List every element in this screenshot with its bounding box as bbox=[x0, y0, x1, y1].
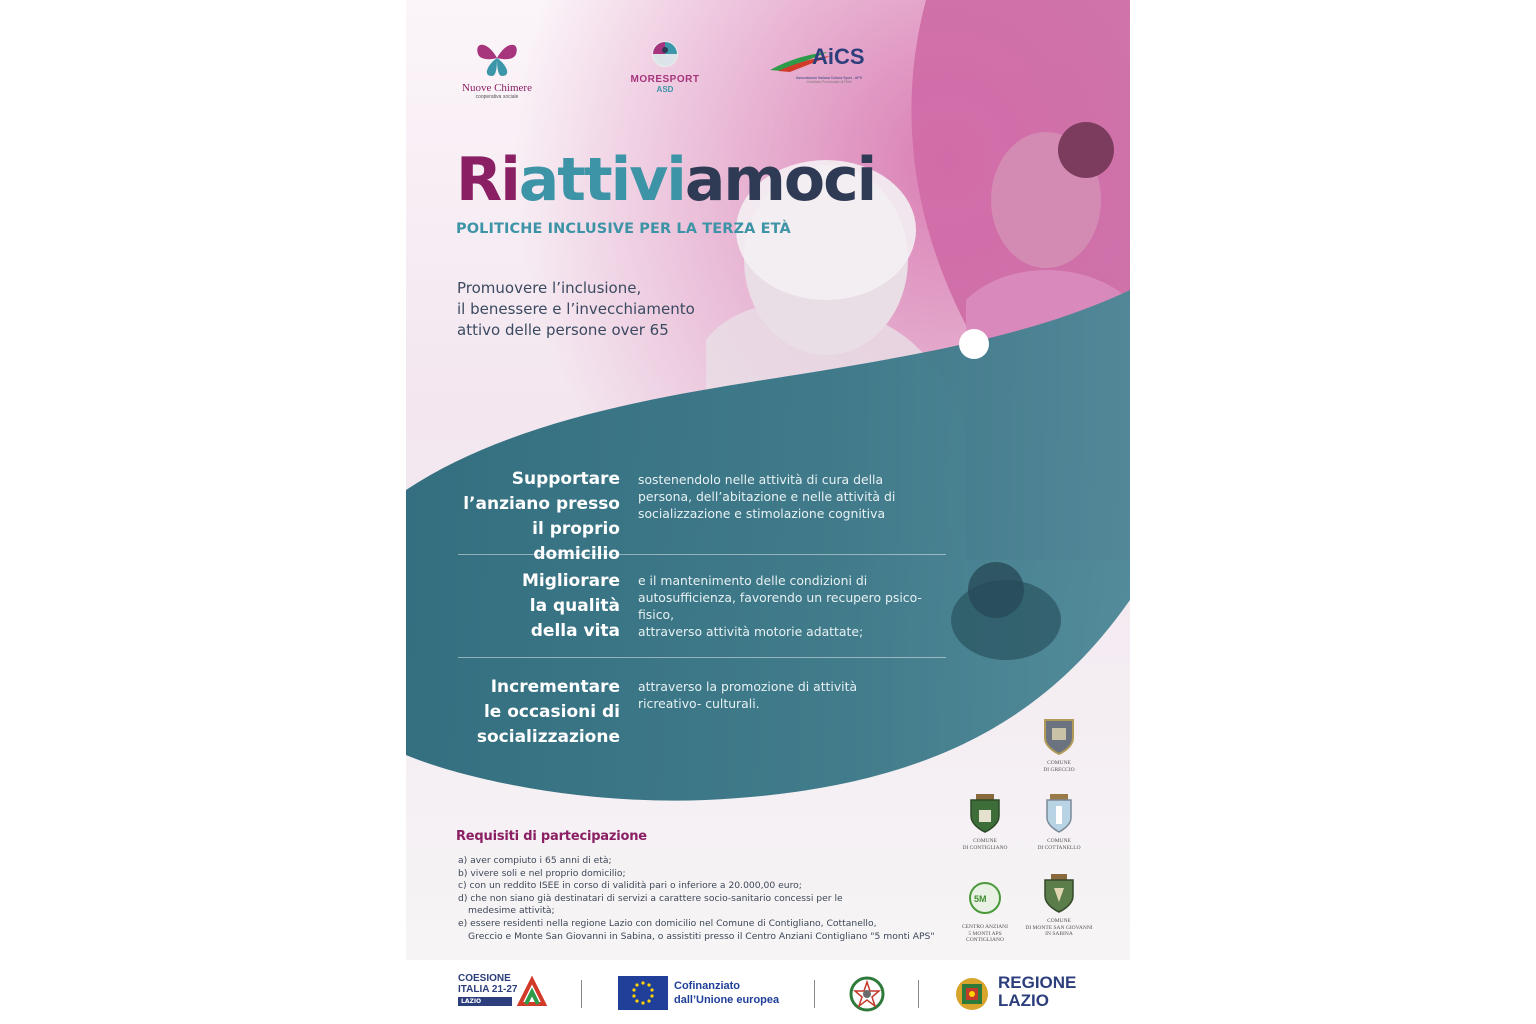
title-part-amoci: amoci bbox=[684, 145, 876, 215]
regione-line: REGIONE bbox=[998, 973, 1077, 992]
intro-text bbox=[457, 278, 717, 341]
coesione-line: ITALIA 21-27 bbox=[458, 984, 518, 995]
comune-label: CONTIGLIANO bbox=[966, 937, 1004, 943]
intro-line: il benessere e l’invecchiamento bbox=[457, 300, 695, 318]
comune-label: DI MONTE SAN GIOVANNI bbox=[1025, 924, 1093, 931]
block-title-line: Migliorare bbox=[521, 571, 620, 591]
block-title-incrementare bbox=[450, 675, 620, 750]
comune-label: DI GRECCIO bbox=[1043, 766, 1075, 773]
block-desc-incrementare bbox=[638, 678, 948, 712]
logo-nuove-chimere bbox=[452, 36, 542, 100]
block-title-line: Supportare bbox=[511, 469, 620, 489]
comune-label: COMUNE bbox=[1047, 760, 1071, 766]
centro-anziani-logo-icon bbox=[968, 880, 1002, 920]
block-desc-line: attraverso attività motorie adattate; bbox=[638, 624, 864, 639]
comune-label: COMUNE bbox=[1047, 918, 1071, 924]
regione-lazio-emblem-icon bbox=[954, 976, 990, 1012]
comune-contigliano bbox=[958, 794, 1012, 851]
block-title-line: della vita bbox=[530, 621, 620, 641]
regione-line: LAZIO bbox=[998, 991, 1049, 1010]
monte-san-giovanni-crest-icon bbox=[1042, 874, 1076, 914]
contigliano-crest-icon bbox=[968, 794, 1002, 834]
page-title bbox=[456, 145, 876, 215]
eu-line: dall’Unione europea bbox=[674, 994, 780, 1006]
aics-sub: Associazione Italiana Cultura Sport - APS bbox=[795, 76, 863, 80]
requirement-item: Greccio e Monte San Giovanni in Sabina, o assistiti presso il Centro Anziani Contigliano "5 monti APS" bbox=[468, 930, 935, 942]
logo-aics bbox=[768, 40, 864, 86]
block-divider bbox=[458, 657, 946, 658]
block-title-line: l’anziano presso bbox=[463, 494, 620, 514]
requirement-item: d) che non siano già destinatari di servizi a carattere socio-sanitario concessi per le bbox=[458, 892, 843, 904]
moresport-name: MORESPORT bbox=[630, 74, 700, 85]
block-desc-line: ricreativo- culturali. bbox=[638, 696, 760, 711]
comune-label: DI CONTIGLIANO bbox=[962, 844, 1008, 851]
butterfly-icon bbox=[452, 36, 542, 80]
intro-line: attivo delle persone over 65 bbox=[457, 321, 669, 339]
comune-label: COMUNE bbox=[973, 838, 997, 844]
comune-label: DI COTTANELLO bbox=[1037, 844, 1081, 851]
footer-divider bbox=[814, 980, 815, 1008]
block-title-line: la qualità bbox=[529, 596, 620, 616]
footer-divider bbox=[581, 980, 582, 1008]
requirement-item: b) vivere soli e nel proprio domicilio; bbox=[458, 867, 626, 879]
requirement-item: e) essere residenti nella regione Lazio con domicilio nel Comune di Contigliano, Cottanello, bbox=[458, 917, 877, 929]
block-title-supportare bbox=[450, 467, 620, 567]
block-desc-supportare bbox=[638, 471, 948, 522]
requirement-item: c) con un reddito ISEE in corso di validità pari o inferiore a 20.000,00 euro; bbox=[458, 880, 802, 892]
comune-greccio bbox=[1036, 716, 1082, 773]
comune-label: CENTRO ANZIANI bbox=[962, 924, 1008, 930]
coesione-arrow-icon bbox=[516, 976, 548, 1008]
comune-label: COMUNE bbox=[1047, 838, 1071, 844]
title-part-ri: Ri bbox=[456, 145, 519, 215]
block-title-line: socializzazione bbox=[476, 727, 620, 747]
block-desc-line: attraverso la promozione di attività bbox=[638, 679, 858, 694]
aics-logo-icon bbox=[768, 40, 864, 72]
requirement-item: a) aver compiuto i 65 anni di età; bbox=[458, 855, 612, 866]
greccio-crest-icon bbox=[1042, 716, 1076, 756]
requirements-title: Requisiti di partecipazione bbox=[456, 829, 647, 844]
requirement-item: medesime attività; bbox=[468, 905, 555, 917]
page-subtitle: POLITICHE INCLUSIVE PER LA TERZA ETÀ bbox=[456, 221, 791, 237]
moresport-emblem-icon bbox=[620, 40, 710, 70]
coesione-line: COESIONE bbox=[458, 973, 511, 984]
footer-logos bbox=[406, 960, 1130, 1024]
block-desc-line: socializzazione e stimolazione cognitiva bbox=[638, 506, 886, 521]
svg-text:AiCS: AiCS bbox=[812, 44, 864, 69]
logo-moresport bbox=[620, 40, 710, 94]
block-divider bbox=[458, 554, 946, 555]
coesione-region: LAZIO bbox=[458, 997, 512, 1006]
nuove-chimere-name: Nuove Chimere bbox=[462, 82, 532, 94]
poster bbox=[406, 0, 1130, 1024]
intro-line: Promuovere l’inclusione, bbox=[457, 279, 642, 297]
comune-label: 5 MONTI APS bbox=[968, 930, 1002, 937]
svg-text:5M: 5M bbox=[974, 894, 987, 904]
block-desc-line: persona, dell’abitazione e nelle attività di bbox=[638, 489, 896, 504]
requirements-list bbox=[458, 855, 938, 943]
block-title-migliorare bbox=[450, 569, 620, 644]
moresport-sub: ASD bbox=[656, 85, 674, 94]
logo-regione-lazio bbox=[954, 974, 1094, 1014]
comune-monte-san-giovanni bbox=[1022, 874, 1096, 938]
eu-flag-icon bbox=[618, 976, 668, 1010]
aics-sub2: Comitato Provinciale di Rieti bbox=[806, 80, 852, 84]
nuove-chimere-tagline: cooperativa sociale bbox=[475, 94, 519, 100]
block-desc-line: sostenendolo nelle attività di cura della bbox=[638, 472, 884, 487]
centro-anziani bbox=[958, 880, 1012, 944]
block-desc-line: e il mantenimento delle condizioni di bbox=[638, 573, 868, 588]
title-part-attivi: attivi bbox=[518, 145, 685, 215]
cottanello-crest-icon bbox=[1042, 794, 1076, 834]
comune-label: IN SABINA bbox=[1045, 931, 1073, 937]
comune-cottanello bbox=[1036, 794, 1082, 851]
logo-eu bbox=[618, 976, 788, 1010]
italian-republic-emblem-icon bbox=[848, 974, 886, 1014]
block-title-line: Incrementare bbox=[490, 677, 620, 697]
logo-coesione-italia bbox=[458, 974, 554, 1014]
block-title-line: le occasioni di bbox=[483, 702, 620, 722]
block-desc-migliorare bbox=[638, 572, 948, 640]
block-desc-line: autosufficienza, favorendo un recupero psico-fisico, bbox=[638, 590, 922, 622]
footer-divider bbox=[918, 980, 919, 1008]
block-title-line: il proprio domicilio bbox=[532, 519, 620, 564]
eu-line: Cofinanziato bbox=[674, 980, 740, 992]
